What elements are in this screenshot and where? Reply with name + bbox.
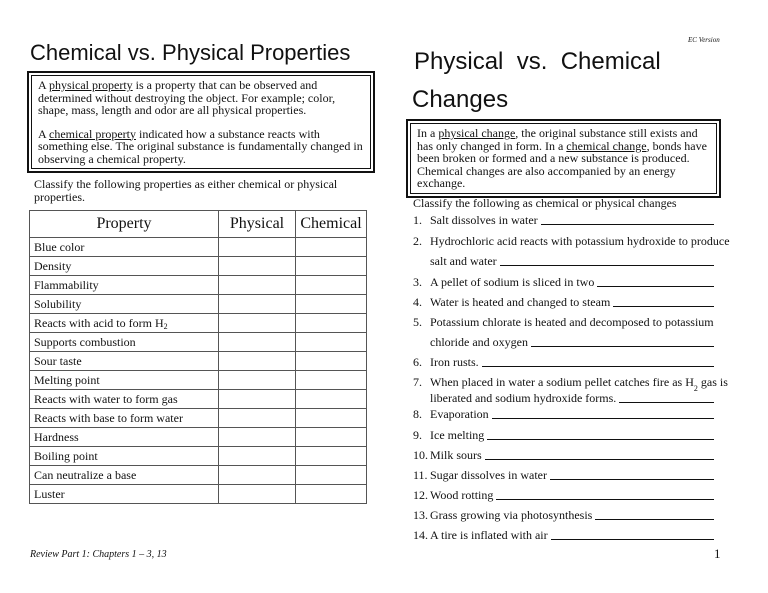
answer-blank[interactable] xyxy=(619,402,714,403)
property-cell: Flammability xyxy=(30,276,219,295)
table-row xyxy=(30,428,367,447)
left-title: Chemical vs. Physical Properties xyxy=(30,40,351,65)
question-text: Potassium chlorate is heated and decomposed to potassium xyxy=(430,315,714,329)
table-row xyxy=(30,409,367,428)
property-cell: Luster xyxy=(30,485,219,504)
answer-blank[interactable] xyxy=(595,519,714,520)
table-row xyxy=(30,257,367,276)
physical-cell[interactable] xyxy=(219,238,296,257)
property-cell: Sour taste xyxy=(30,352,219,371)
answer-blank[interactable] xyxy=(531,346,714,347)
table-row xyxy=(30,466,367,485)
question-item: 7. When placed in water a sodium pellet catches fire as H 2 gas is xyxy=(413,375,728,393)
question-text: Ice melting xyxy=(430,428,485,442)
version-label: EC Version xyxy=(688,36,720,44)
question-item xyxy=(413,407,714,421)
right-instruction: Classify the following as chemical or physical changes xyxy=(413,196,677,210)
property-cell: Reacts with base to form water xyxy=(30,409,219,428)
chemical-cell[interactable] xyxy=(296,428,367,447)
property-cell: Blue color xyxy=(30,238,219,257)
question-text: Iron rusts. xyxy=(430,355,479,369)
physical-cell[interactable] xyxy=(219,352,296,371)
table-row xyxy=(30,485,367,504)
footer-text: Review Part 1: Chapters 1 – 3, 13 xyxy=(30,549,167,560)
chemical-cell[interactable] xyxy=(296,485,367,504)
chemical-cell[interactable] xyxy=(296,238,367,257)
physical-cell[interactable] xyxy=(219,371,296,390)
table-row xyxy=(30,333,367,352)
question-number: 9. xyxy=(413,428,422,442)
property-cell: Reacts with water to form gas xyxy=(30,390,219,409)
chemical-cell[interactable] xyxy=(296,390,367,409)
question-number: 7. xyxy=(413,375,422,389)
physical-property-definition: A physical property is a property that can be observed and determined without destroying the object. For example; color, shape, mass, length and odor are all physical properties. xyxy=(38,78,336,117)
question-number: 6. xyxy=(413,355,422,369)
table-row xyxy=(30,390,367,409)
property-cell: Solubility xyxy=(30,295,219,314)
answer-blank[interactable] xyxy=(500,265,714,266)
question-number: 14. xyxy=(413,528,428,542)
question-item xyxy=(413,234,730,248)
question-text: Evaporation xyxy=(430,407,489,421)
properties-table xyxy=(29,210,367,504)
chemical-cell[interactable] xyxy=(296,447,367,466)
physical-cell[interactable] xyxy=(219,295,296,314)
property-definition-box xyxy=(28,72,374,172)
physical-cell[interactable] xyxy=(219,485,296,504)
chemical-cell[interactable] xyxy=(296,333,367,352)
chemical-cell[interactable] xyxy=(296,466,367,485)
physical-cell[interactable] xyxy=(219,409,296,428)
question-text: A pellet of sodium is sliced in two xyxy=(430,275,595,289)
table-row xyxy=(30,314,367,333)
header-physical: Physical xyxy=(219,211,296,238)
answer-blank[interactable] xyxy=(550,479,714,480)
answer-blank[interactable] xyxy=(613,306,714,307)
question-item xyxy=(413,275,714,289)
header-chemical: Chemical xyxy=(296,211,367,238)
physical-cell[interactable] xyxy=(219,333,296,352)
question-number: 5. xyxy=(413,315,422,329)
physical-cell[interactable] xyxy=(219,314,296,333)
question-number: 12. xyxy=(413,488,428,502)
table-row xyxy=(30,371,367,390)
question-text: Grass growing via photosynthesis xyxy=(430,508,593,522)
header-property: Property xyxy=(30,211,219,238)
chemical-cell[interactable] xyxy=(296,352,367,371)
answer-blank[interactable] xyxy=(551,539,714,540)
right-title-line2: Changes xyxy=(412,86,509,113)
property-cell: Supports combustion xyxy=(30,333,219,352)
answer-blank[interactable] xyxy=(482,366,714,367)
property-cell: Can neutralize a base xyxy=(30,466,219,485)
property-cell: Boiling point xyxy=(30,447,219,466)
chemical-property-definition: A chemical property indicated how a substance reacts with something else. The original substance is fundamentally changed in observing a chemical property. xyxy=(38,126,363,166)
table-row xyxy=(30,295,367,314)
question-item xyxy=(413,468,714,482)
chemical-cell[interactable] xyxy=(296,314,367,333)
right-title-line1: Physical vs. Chemical xyxy=(414,48,661,75)
question-number: 2. xyxy=(413,234,422,248)
answer-blank[interactable] xyxy=(541,224,714,225)
question-number: 8. xyxy=(413,407,422,421)
chemical-cell[interactable] xyxy=(296,409,367,428)
question-item xyxy=(413,508,714,522)
answer-blank[interactable] xyxy=(487,439,714,440)
question-text: Hydrochloric acid reacts with potassium hydroxide to produce xyxy=(430,234,730,248)
table-row xyxy=(30,352,367,371)
question-continuation: chloride and oxygen xyxy=(430,335,714,349)
chemical-cell[interactable] xyxy=(296,371,367,390)
physical-cell[interactable] xyxy=(219,466,296,485)
answer-blank[interactable] xyxy=(485,459,714,460)
property-cell: Hardness xyxy=(30,428,219,447)
table-row xyxy=(30,276,367,295)
property-cell: Density xyxy=(30,257,219,276)
physical-cell[interactable] xyxy=(219,390,296,409)
question-item xyxy=(413,355,714,369)
question-text: Water is heated and changed to steam xyxy=(430,295,611,309)
answer-blank[interactable] xyxy=(492,418,714,419)
question-item xyxy=(413,528,714,542)
question-continuation: liberated and sodium hydroxide forms. xyxy=(430,391,714,405)
change-definition: In a physical change, the original substance still exists and has only changed in form. In a chemical change, bonds have been broken or formed and a new substance is produced. Chemical changes are also accompanied by an energy exchange. xyxy=(417,126,707,190)
property-cell: Melting point xyxy=(30,371,219,390)
question-item xyxy=(413,295,714,309)
left-instruction: Classify the following properties as either chemical or physical properties. xyxy=(34,177,338,204)
answer-blank[interactable] xyxy=(496,499,714,500)
question-item xyxy=(413,213,714,227)
question-number: 11. xyxy=(413,468,428,482)
question-number: 13. xyxy=(413,508,428,522)
chemical-cell[interactable] xyxy=(296,295,367,314)
question-item xyxy=(413,448,714,462)
chemical-cell[interactable] xyxy=(296,276,367,295)
question-number: 3. xyxy=(413,275,422,289)
question-item xyxy=(413,488,714,502)
question-text: Wood rotting xyxy=(430,488,494,502)
question-text: When placed in water a sodium pellet catches fire as H xyxy=(430,375,694,389)
table-row xyxy=(30,447,367,466)
physical-cell[interactable] xyxy=(219,257,296,276)
question-item xyxy=(413,315,714,329)
question-number: 4. xyxy=(413,295,422,309)
question-text: Milk sours xyxy=(430,448,482,462)
page-number: 1 xyxy=(714,546,721,561)
question-continuation: salt and water xyxy=(430,254,714,268)
question-item xyxy=(413,428,714,442)
physical-cell[interactable] xyxy=(219,447,296,466)
physical-cell[interactable] xyxy=(219,276,296,295)
answer-blank[interactable] xyxy=(597,286,714,287)
table-row xyxy=(30,238,367,257)
question-text: A tire is inflated with air xyxy=(430,528,548,542)
physical-cell[interactable] xyxy=(219,428,296,447)
question-number: 10. xyxy=(413,448,428,462)
question-number: 1. xyxy=(413,213,422,227)
question-text: Salt dissolves in water xyxy=(430,213,538,227)
chemical-cell[interactable] xyxy=(296,257,367,276)
property-cell: Reacts with acid to form $H_2$ xyxy=(30,314,219,333)
change-definition-box xyxy=(407,120,720,197)
question-text: Sugar dissolves in water xyxy=(430,468,547,482)
